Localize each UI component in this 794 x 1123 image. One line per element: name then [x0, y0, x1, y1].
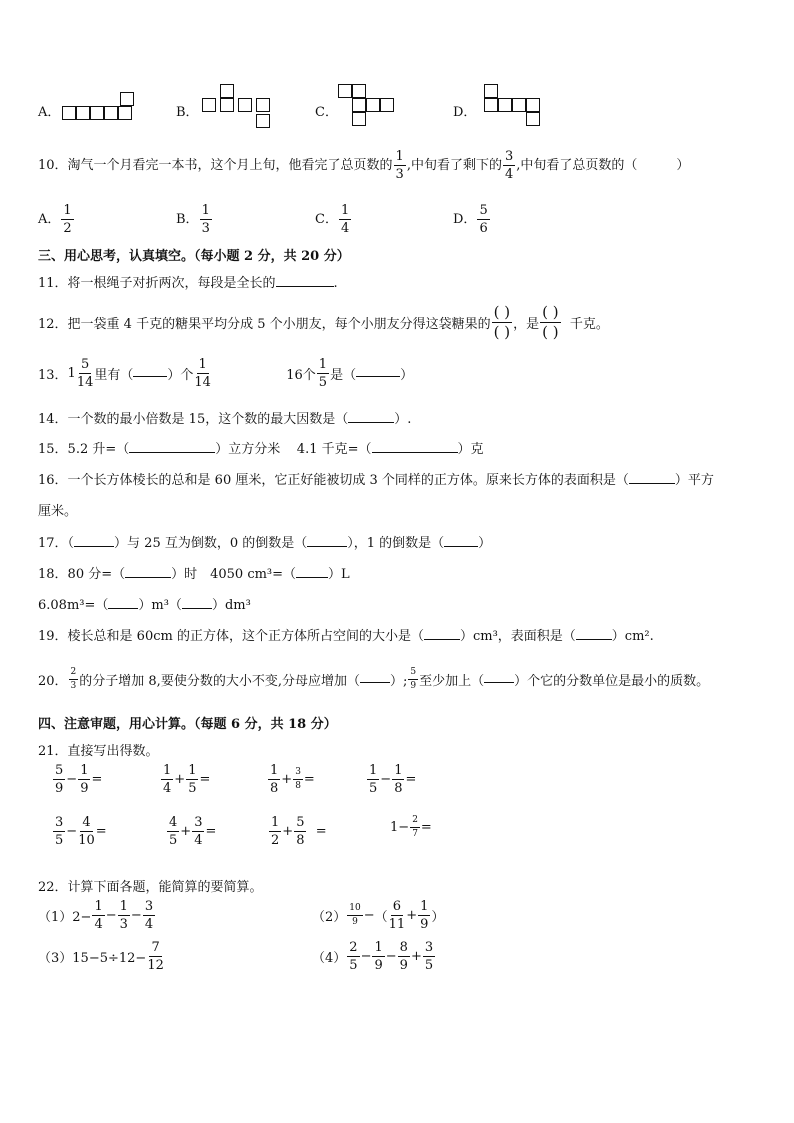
q14-blank[interactable]: [348, 410, 394, 423]
q16-line-1: 16．一个长方体棱长的总和是 60 厘米，它正好能被切成 3 个同样的正方体。原来长方体的表面积是（ ）平方: [38, 473, 714, 488]
q21-expr-2: $\frac{1}{4}$ + $\frac{1}{5}$ =: [163, 763, 211, 796]
q16-line-2: 厘米。: [38, 504, 78, 519]
q10-fraction-2: $\frac{3}{4}$: [504, 149, 514, 182]
q21-title: 21．直接写出得数。: [38, 744, 159, 759]
q22-expr-3: （3）15−5÷12− $\frac{7}{12}$: [38, 940, 164, 973]
q22-expr-1: （1）2− $\frac{1}{4}$ − $\frac{1}{3}$ − $\frac{3}{4}$: [38, 899, 154, 932]
q10-option-c[interactable]: C． $\frac{1}{4}$: [315, 203, 350, 236]
q21-expr-3: $\frac{1}{8}$ + $\frac{3}{8}$ =: [270, 763, 315, 796]
q10-text-b: ,中旬看了剩下的: [406, 158, 502, 173]
q20: 20． $\frac{2}{3}$ 的分子增加 8,要使分数的大小不变,分母应增加（ ）; $\frac{5}{9}$ 至少加上（ ）个它的分数单位是最小的质数。: [38, 667, 710, 691]
q12-fraction-blank-2[interactable]: $\frac{( )}{( )}$: [542, 303, 559, 341]
q13: 13．1 $\frac{5}{14}$ 里有（ ）个 $\frac{1}{14}$ 16个 $\frac{1}{5}$ 是（ ）: [38, 357, 414, 390]
q17-blank-3[interactable]: [444, 534, 478, 547]
q21-expr-4: $\frac{1}{5}$ − $\frac{1}{8}$ =: [369, 763, 417, 796]
q12: 12．把一袋重 4 千克的糖果平均分成 5 个小朋友，每个小朋友分得这袋糖果的 $\frac{( )}{( )}$ ，是 $\frac{( )}{( )}$ 千克。: [38, 303, 609, 341]
q15-blank-2[interactable]: [372, 440, 458, 453]
q15: 15．5.2 升=（ ）立方分米 4.1 千克=（ ）克: [38, 442, 484, 457]
q13-blank-1[interactable]: [133, 364, 167, 377]
q19-blank-2[interactable]: [576, 627, 612, 640]
q21-expr-6: $\frac{4}{5}$ + $\frac{3}{4}$ =: [169, 815, 217, 848]
q22-expr-4: （4） $\frac{2}{5}$ − $\frac{1}{9}$ − $\frac{8}{9}$ + $\frac{3}{5}$: [312, 940, 434, 973]
q10-text-a: 10．淘气一个月看完一本书，这个月上旬，他看完了总页数的: [38, 158, 393, 173]
q22-title: 22．计算下面各题，能简算的要简算。: [38, 880, 263, 895]
q21-expr-1: $\frac{5}{9}$ − $\frac{1}{9}$ =: [55, 763, 103, 796]
q18-line-2: 6.08m³=（ ）m³（ ）dm³: [38, 598, 251, 613]
q17-blank-1[interactable]: [74, 534, 114, 547]
q15-blank-1[interactable]: [129, 440, 215, 453]
q9-option-d-label[interactable]: D．: [453, 105, 477, 120]
q10-fraction-1: $\frac{1}{3}$: [395, 149, 404, 182]
q9-option-a-label[interactable]: A．: [38, 105, 61, 120]
q9-option-b-label[interactable]: B．: [176, 105, 199, 120]
q14: 14．一个数的最小倍数是 15，这个数的最大因数是（ ）.: [38, 412, 412, 427]
q13-blank-2[interactable]: [356, 364, 400, 377]
q18-blank-3[interactable]: [108, 596, 138, 609]
q11-blank[interactable]: [276, 274, 334, 287]
q10-option-a[interactable]: A． $\frac{1}{2}$: [38, 203, 72, 236]
q21-expr-8: 1− $\frac{2}{7}$ =: [390, 815, 432, 839]
q18-blank-1[interactable]: [125, 565, 171, 578]
q21-expr-7: $\frac{1}{2}$ + $\frac{5}{8}$ =: [271, 815, 327, 848]
q19-blank-1[interactable]: [424, 627, 460, 640]
q12-fraction-blank-1[interactable]: $\frac{( )}{( )}$: [493, 303, 511, 341]
q9-option-c-label[interactable]: C．: [315, 105, 338, 120]
q18-blank-2[interactable]: [296, 565, 328, 578]
q22-expr-2: （2） $\frac{10}{9}$ −（ $\frac{6}{11}$ + $\frac{1}{9}$ ）: [312, 899, 445, 932]
q18-line-1: 18．80 分=（ ）时 4050 cm³=（ ）L: [38, 567, 350, 582]
q21-expr-5: $\frac{3}{5}$ − $\frac{4}{10}$ =: [55, 815, 107, 848]
q11: 11．将一根绳子对折两次，每段是全长的 .: [38, 276, 338, 291]
q18-blank-4[interactable]: [182, 596, 212, 609]
section-3-title: 三、用心思考，认真填空。（每小题 2 分，共 20 分）: [38, 249, 350, 264]
q10-option-b[interactable]: B． $\frac{1}{3}$: [176, 203, 210, 236]
q20-blank-2[interactable]: [484, 670, 514, 683]
q17: 17．（ ）与 25 互为倒数，0 的倒数是（ ），1 的倒数是（ ）: [38, 536, 492, 551]
q19: 19．棱长总和是 60cm 的正方体，这个正方体所占空间的大小是（ ）cm³，表面积是（ ）cm².: [38, 629, 654, 644]
section-4-title: 四、注意审题，用心计算。（每题 6 分，共 18 分）: [38, 717, 337, 732]
q17-blank-2[interactable]: [307, 534, 347, 547]
q20-blank-1[interactable]: [360, 670, 390, 683]
q16-blank[interactable]: [629, 471, 675, 484]
q10-stem: [38, 150, 689, 181]
q10-text-c: ,中旬看了总页数的（ ）: [516, 158, 690, 173]
q10-option-d[interactable]: D． $\frac{5}{6}$: [453, 203, 488, 236]
